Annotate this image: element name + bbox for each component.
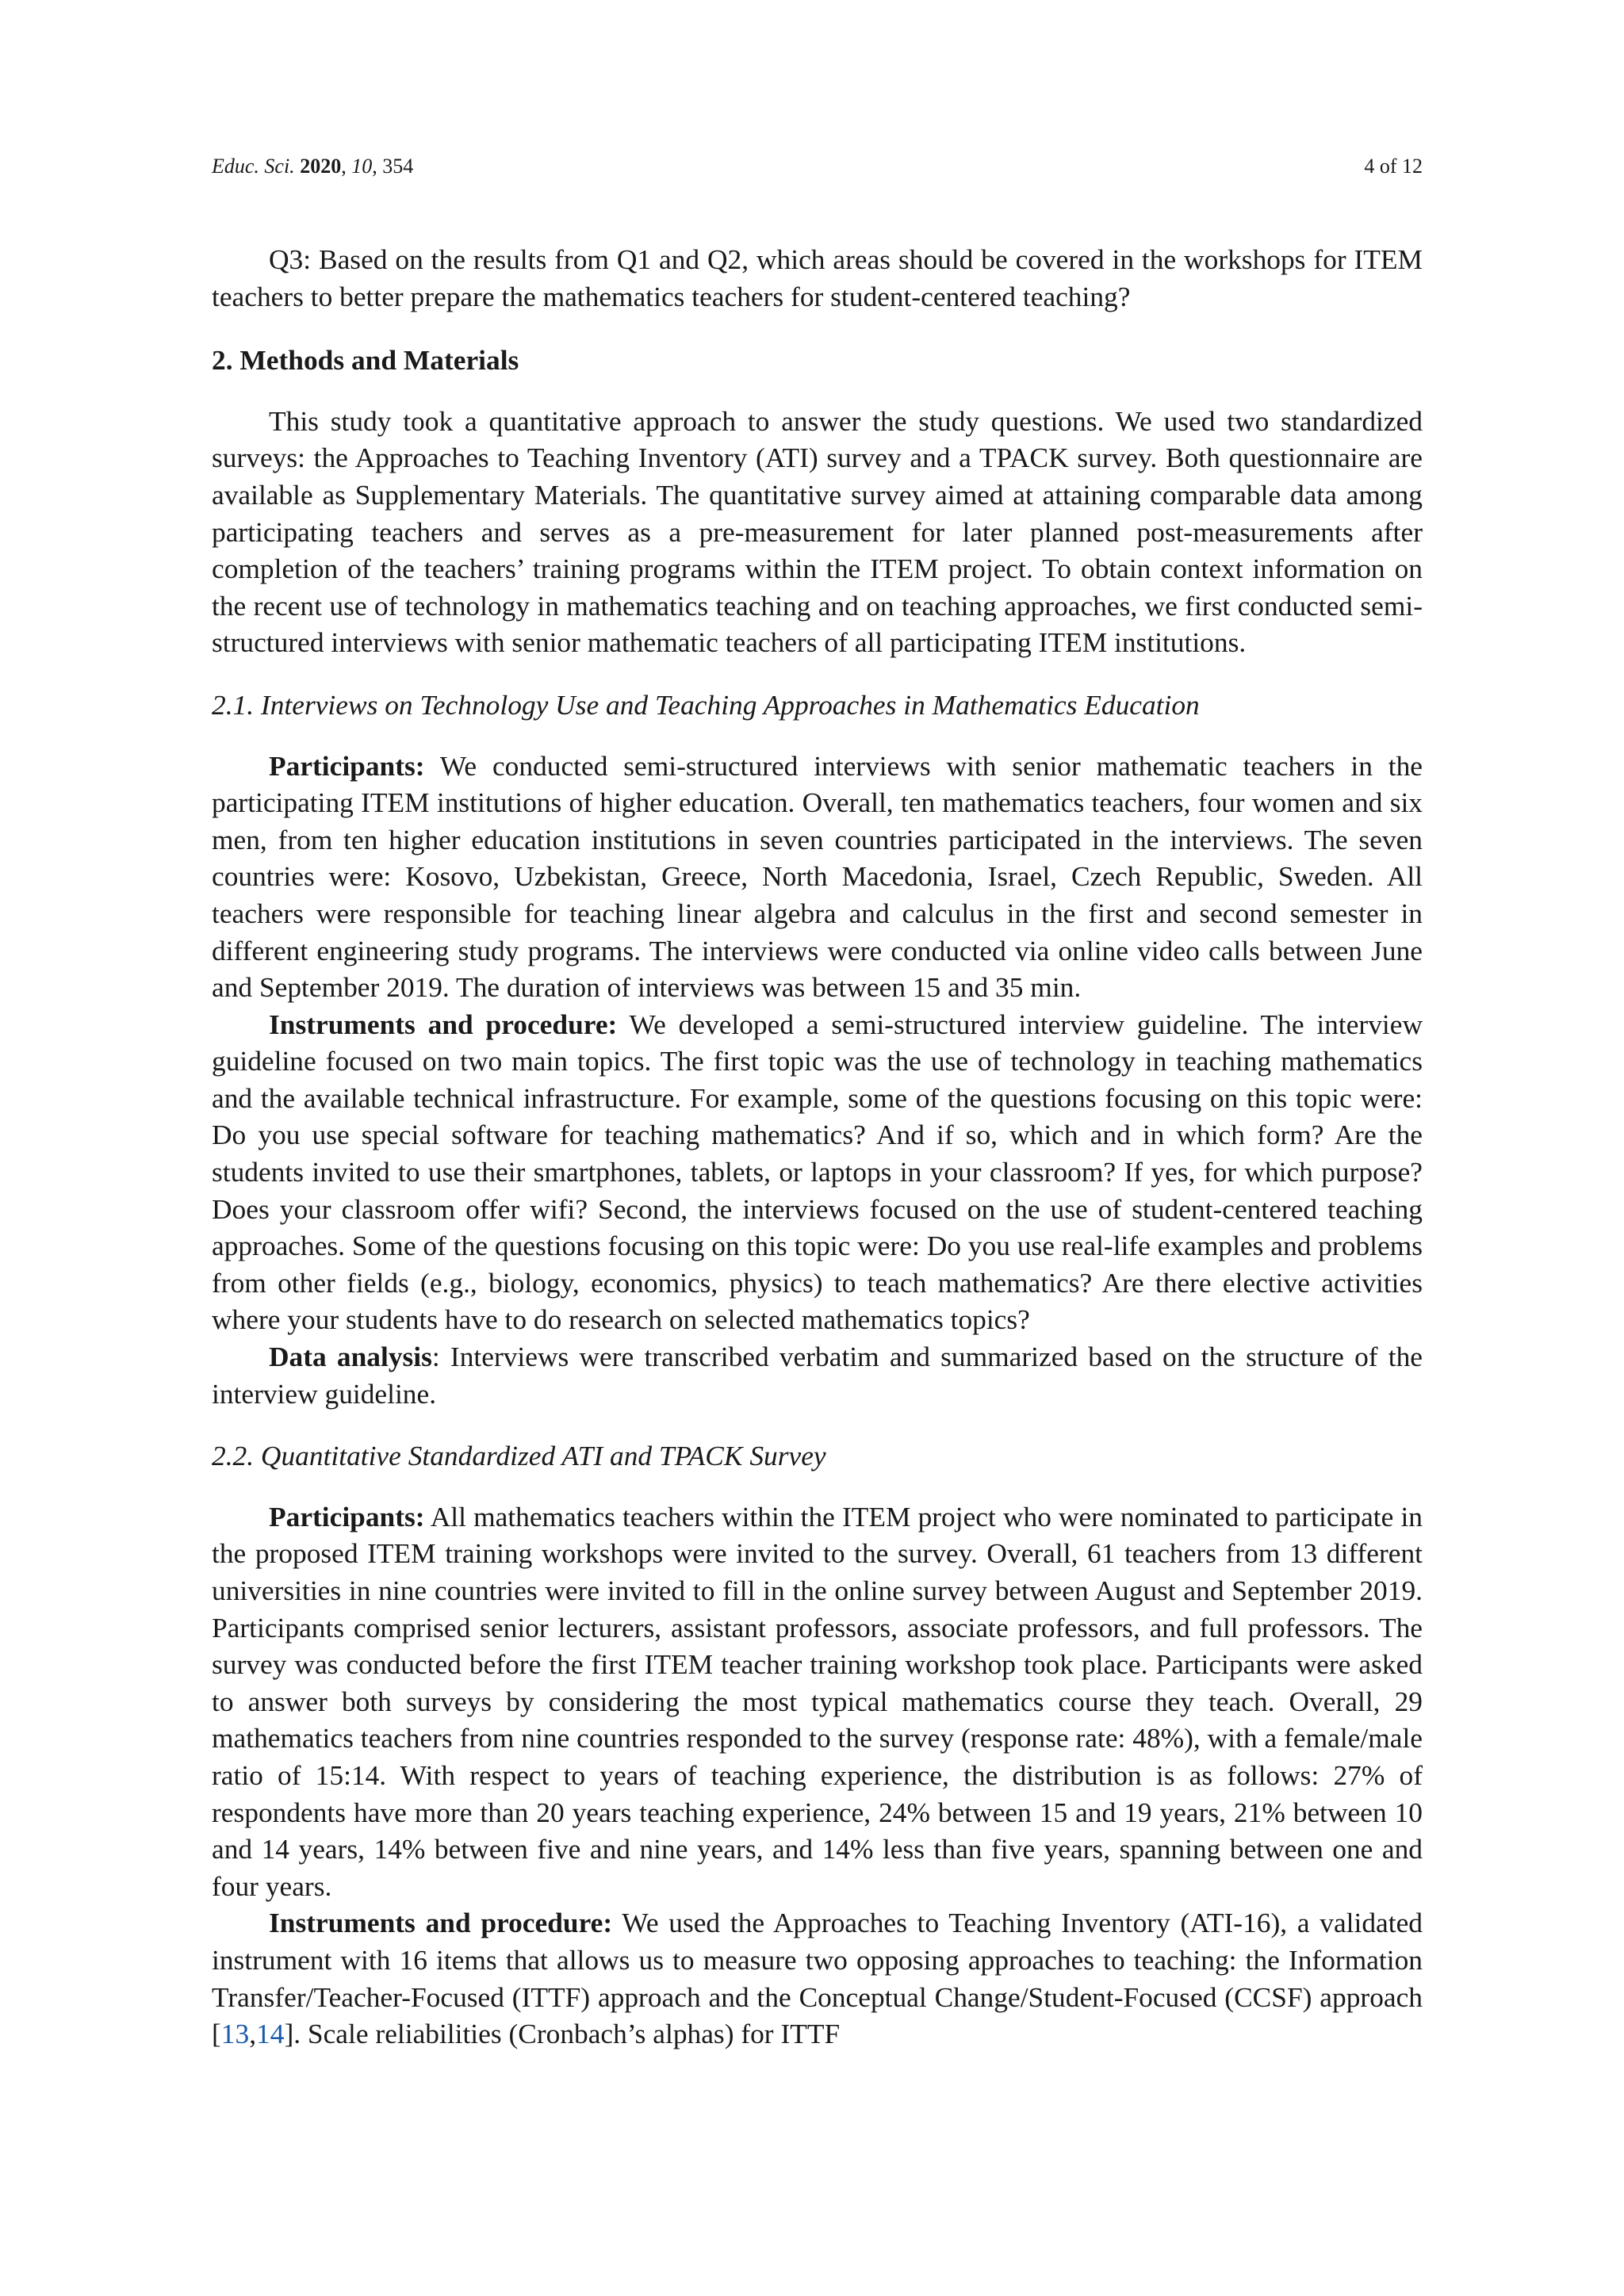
citation-link-13[interactable]: 13 [220, 2018, 250, 2050]
survey-participants-paragraph [212, 1498, 1423, 1905]
paragraph-text: We conducted semi-structured interviews with senior mathematic teachers in the participating ITEM institutions of higher education. Overall, ten mathematics teachers, four women and six men, from ten higher education institutions in seven countries participated in the interviews. The seven countries were: Kosovo, Uzbekistan, Greece, North Macedonia, Israel, Czech Republic, Sweden. All teachers were responsible for teaching linear algebra and calculus in the first and second semester in different engineering study programs. The interviews were conducted via online video calls between June and September 2019. The duration of interviews was between 15 and 35 min. [212, 749, 1423, 1004]
methods-paragraph: This study took a quantitative approach to answer the study questions. We used two standardized surveys: the Approaches to Teaching Inventory (ATI) survey and a TPACK survey. Both questionnaire are available as Supplementary Materials. The quantitative survey aimed at attaining comparable data among participating teachers and serves as a pre-measurement for later planned post-measurements after completion of the teachers’ training programs within the ITEM project. To obtain context information on the recent use of technology in mathematics teaching and on teaching approaches, we first conducted semi-structured interviews with senior mathematic teachers of all participating ITEM institutions. [212, 404, 1423, 659]
paragraph-text: We developed a semi-structured interview guideline. The interview guideline focused on two main topics. The first topic was the use of technology in teaching mathematics and the available technical infrastructure. For example, some of the questions focusing on this topic were: Do you use special software for teaching mathematics? And if so, which and in which form? Are the students invited to use their smartphones, tablets, or laptops in your classroom? If yes, for which purpose? Does your classroom offer wifi? Second, the interviews focused on the use of student-centered teaching approaches. Some of the questions focusing on this topic were: Do you use real-life examples and problems from other fields (e.g., biology, economics, physics) to teach mathematics? Are there elective activities where your students have to do research on selected mathematics topics? [212, 1008, 1423, 1336]
paper-page [212, 151, 1423, 2053]
paragraph-text: : Interviews were transcribed verbatim and summarized based on the structure of the interview guideline. [212, 1341, 1423, 1410]
page-number: 4 of 12 [1364, 155, 1423, 178]
paragraph-text: ]. Scale reliabilities (Cronbach’s alphas) for ITTF [284, 2018, 841, 2050]
paragraph-text: All mathematics teachers within the ITEM project who were nominated to participate in the proposed ITEM training workshops were invited to the survey. Overall, 61 teachers from 13 different universities in nine countries were invited to fill in the online survey between August and September 2019. Participants comprised senior lecturers, assistant professors, associate professors, and full professors. The survey was conducted before the first ITEM teacher training workshop took place. Participants were asked to answer both surveys by considering the most typical mathematics course they teach. Overall, 29 mathematics teachers from nine countries responded to the survey (response rate: 48%), with a female/male ratio of 15:14. With respect to years of teaching experience, the distribution is as follows: 27% of respondents have more than 20 years teaching experience, 24% between 15 and 19 years, 21% between 10 and 14 years, 14% between five and nine years, and 14% less than five years, spanning between one and four years. [212, 1500, 1423, 1902]
body-text [212, 241, 1423, 2053]
section-title-methods: 2. Methods and Materials [212, 344, 519, 377]
journal-citation: Educ. Sci. 2020, 10, 354 [212, 155, 414, 178]
paragraph-lead: Data analysis [269, 1341, 432, 1373]
paragraph-lead: Instruments and procedure: [269, 1008, 618, 1040]
article-number: 354 [382, 155, 414, 178]
interviews-participants-paragraph [212, 748, 1423, 1006]
subsection-title-survey: 2.2. Quantitative Standardized ATI and TPACK Survey [212, 1440, 826, 1472]
paragraph-lead: Instruments and procedure: [269, 1907, 613, 1939]
running-header [212, 151, 1423, 182]
citation-separator: , [249, 2018, 257, 2050]
subsection-title-interviews: 2.1. Interviews on Technology Use and Teaching Approaches in Mathematics Education [212, 688, 1200, 721]
paragraph-lead: Participants: [269, 1500, 425, 1533]
interviews-instruments-paragraph [212, 1006, 1423, 1338]
survey-instruments-paragraph [212, 1904, 1423, 2052]
paragraph-lead: Participants: [269, 749, 425, 782]
journal-volume: 10 [351, 155, 373, 178]
paragraph-text: We used the Approaches to Teaching Inventory (ATI-16), a validated instrument with 16 items that allows us to measure two opposing approaches to teaching: the Information Transfer/Teacher-Focused (ITTF) approach and the Conceptual Change/Student-Focused (CCSF) approach [ [212, 1907, 1423, 2050]
research-question-q3: Q3: Based on the results from Q1 and Q2, which areas should be covered in the workshops for ITEM teachers to better prepare the mathematics teachers for student-centered teaching? [212, 243, 1423, 312]
journal-year: 2020 [300, 155, 342, 178]
interviews-analysis-paragraph [212, 1338, 1423, 1412]
citation-link-14[interactable]: 14 [256, 2018, 285, 2050]
journal-name: Educ. Sci. [212, 155, 295, 178]
